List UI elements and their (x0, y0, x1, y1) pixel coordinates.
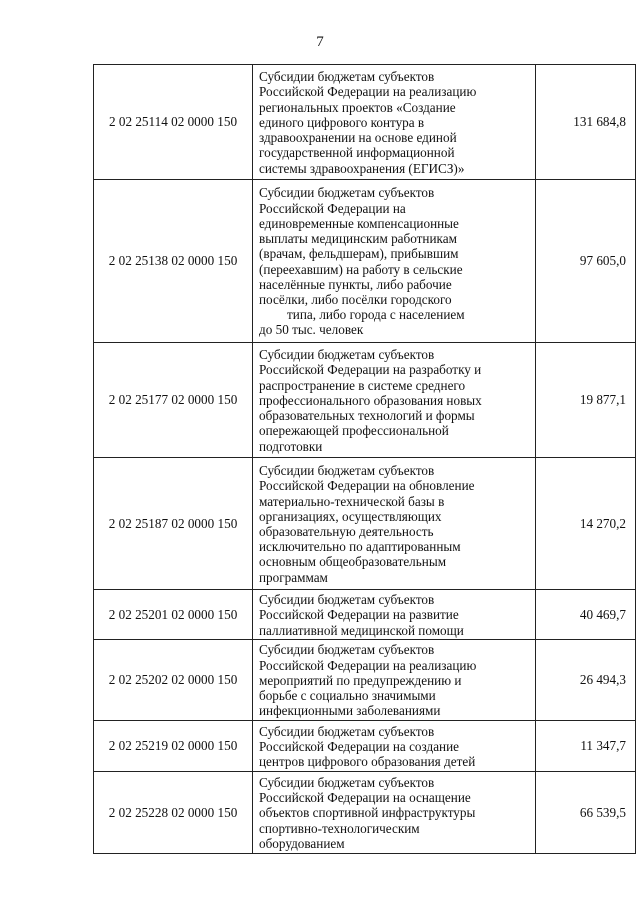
description-line: Субсидии бюджетам субъектов (259, 642, 435, 658)
description-line: (переехавшим) на работу в сельские (259, 261, 463, 277)
description-line: организациях, осуществляющих (259, 508, 442, 524)
description-cell (253, 721, 536, 772)
description-line: оборудованием (259, 835, 345, 851)
budget-code: 2 02 25187 02 0000 150 (94, 458, 253, 590)
description-line: Российской Федерации на обновление (259, 478, 475, 494)
description-line: выплаты медицинским работникам (259, 231, 457, 247)
amount-cell: 11 347,7 (536, 721, 636, 772)
amount-cell: 40 469,7 (536, 590, 636, 640)
description-line: опережающей профессиональной (259, 423, 449, 439)
description-line: основным общеобразовательным (259, 554, 447, 570)
budget-code: 2 02 25177 02 0000 150 (94, 343, 253, 458)
amount-cell: 19 877,1 (536, 343, 636, 458)
description-line: Российской Федерации на реализацию (259, 84, 477, 100)
amount-cell: 97 605,0 (536, 180, 636, 343)
description-line: системы здравоохранения (ЕГИСЗ)» (259, 160, 465, 176)
table-row (94, 590, 636, 640)
description-cell (253, 180, 536, 343)
description-cell (253, 458, 536, 590)
description-line: образовательных технологий и формы (259, 408, 475, 424)
description-cell (253, 65, 536, 180)
amount-cell: 26 494,3 (536, 640, 636, 721)
description-cell (253, 772, 536, 854)
budget-code: 2 02 25219 02 0000 150 (94, 721, 253, 772)
description-line: единого цифрового контура в (259, 114, 425, 130)
description-line: государственной информационной (259, 145, 455, 161)
table-row (94, 458, 636, 590)
description-line: Российской Федерации на (259, 200, 406, 216)
description-line: здравоохранении на основе единой (259, 130, 457, 146)
budget-code: 2 02 25114 02 0000 150 (94, 65, 253, 180)
description-line: Субсидии бюджетам субъектов (259, 774, 435, 790)
description-line: Российской Федерации на оснащение (259, 790, 471, 806)
budget-code: 2 02 25228 02 0000 150 (94, 772, 253, 854)
description-cell (253, 590, 536, 640)
description-line: Российской Федерации на развитие (259, 607, 459, 623)
description-cell (253, 640, 536, 721)
description-line: региональных проектов «Создание (259, 99, 456, 115)
description-line: Субсидии бюджетам субъектов (259, 463, 435, 479)
page-number: 7 (316, 34, 324, 50)
description-line: центров цифрового образования детей (259, 754, 476, 770)
table-row (94, 343, 636, 458)
amount-cell: 66 539,5 (536, 772, 636, 854)
budget-code: 2 02 25202 02 0000 150 (94, 640, 253, 721)
description-line: распространение в системе среднего (259, 377, 466, 393)
amount-cell: 14 270,2 (536, 458, 636, 590)
description-line: Субсидии бюджетам субъектов (259, 723, 435, 739)
amount-cell: 131 684,8 (536, 65, 636, 180)
table-row (94, 65, 636, 180)
budget-code: 2 02 25138 02 0000 150 (94, 180, 253, 343)
description-line: материально-технической базы в (259, 493, 445, 509)
description-line: Российской Федерации на создание (259, 738, 460, 754)
description-line: Субсидии бюджетам субъектов (259, 185, 435, 201)
description-line: до 50 тыс. человек (259, 322, 364, 338)
description-line: единовременные компенсационные (259, 215, 459, 231)
description-line: образовательную деятельность (259, 524, 434, 539)
description-line: паллиативной медицинской помощи (259, 622, 464, 638)
description-line: объектов спортивной инфраструктуры (259, 805, 476, 821)
table-row (94, 721, 636, 772)
description-line: посёлки, либо посёлки городского (259, 291, 452, 307)
description-line: профессионального образования новых (259, 392, 482, 408)
table-row (94, 640, 636, 721)
description-line: программам (259, 569, 328, 585)
budget-table (93, 64, 636, 854)
budget-code: 2 02 25201 02 0000 150 (94, 590, 253, 640)
description-cell (253, 343, 536, 458)
description-line: Российской Федерации на разработку и (259, 362, 482, 378)
description-line: мероприятий по предупреждению и (259, 672, 462, 688)
description-line: инфекционными заболеваниями (259, 703, 441, 719)
description-line: Субсидии бюджетам субъектов (259, 592, 435, 608)
description-line: борьбе с социально значимыми (259, 688, 436, 704)
description-line: подготовки (259, 438, 323, 454)
description-line: Субсидии бюджетам субъектов (259, 347, 435, 363)
description-line: Субсидии бюджетам субъектов (259, 69, 435, 85)
description-line: (врачам, фельдшерам), прибывшим (259, 246, 459, 262)
description-line: населённые пункты, либо рабочие (259, 276, 452, 292)
description-line: спортивно-технологическим (259, 820, 420, 836)
table-row (94, 772, 636, 854)
table-row (94, 180, 636, 343)
description-line: типа, либо города с населением (287, 307, 465, 323)
description-line: Российской Федерации на реализацию (259, 657, 477, 673)
description-line: исключительно по адаптированным (259, 539, 461, 555)
